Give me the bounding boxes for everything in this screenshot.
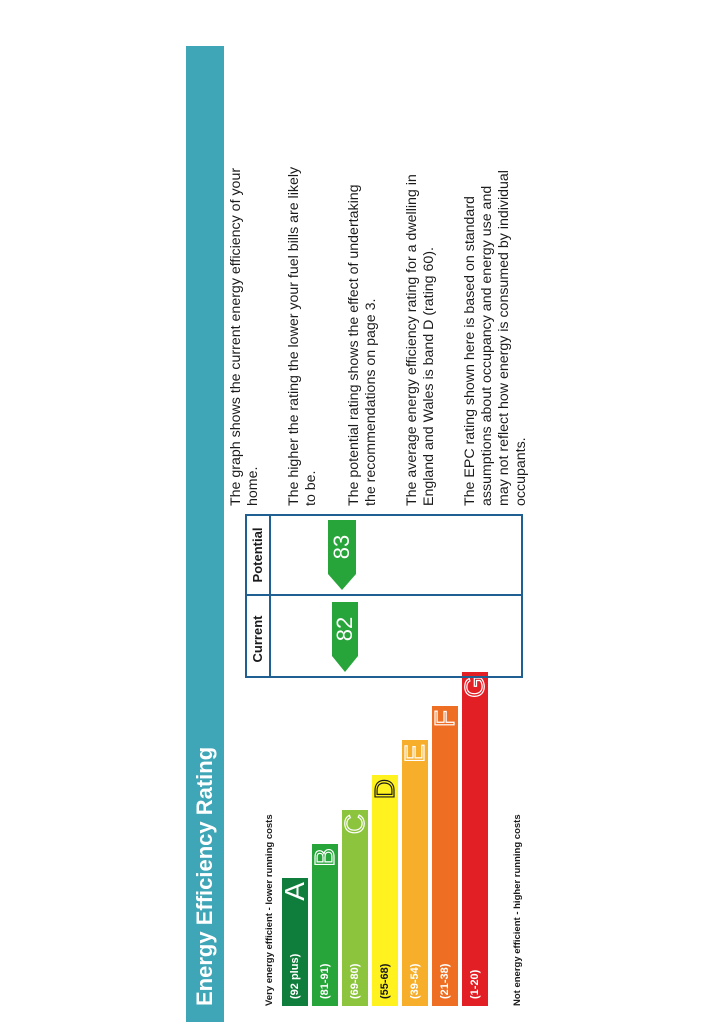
band-b-range: (81-91) [319,963,331,999]
para-5 [462,46,530,506]
current-rating-value: 82 [332,616,357,642]
table-header-divider [269,516,271,676]
band-g [459,672,490,1006]
para-4-line-1: The average energy efficiency rating for a dwelling in [404,174,420,506]
rating-table-screen [245,514,523,678]
explanation-text [228,46,724,506]
para-1-line-2: home. [245,466,261,506]
potential-header: Potential [250,527,265,583]
page-title: Energy Efficiency Rating [186,46,224,1022]
para-5-line-2: assumptions about occupancy and energy use and [479,185,495,506]
band-a-range: (92 plus) [289,953,301,999]
band-a [279,878,310,1006]
para-3-line-1: The potential rating shows the effect of undertaking [346,184,362,506]
band-c-range: (69-80) [349,963,361,999]
band-g-range: (1-20) [469,969,481,999]
para-2-line-2: to be. [303,470,319,506]
para-1-line-1: The graph shows the current energy efficiency of your [228,167,244,506]
band-f-letter: F [429,710,460,728]
band-a-letter: A [279,882,310,901]
para-1 [228,46,262,506]
potential-rating-arrow [328,520,356,590]
band-d-range: (55-68) [379,963,391,999]
para-5-line-3: may not reflect how energy is consumed by individual [496,170,512,506]
band-f [429,706,460,1006]
para-5-line-4: occupants. [513,437,529,506]
band-c [339,810,370,1006]
para-4-line-2: England and Wales is band D (rating 60). [421,247,437,506]
para-3 [346,46,380,506]
band-b-letter: B [309,848,340,867]
band-e [399,740,430,1006]
para-2-line-1: The higher the rating the lower your fuel bills are likely [286,166,302,506]
band-b [309,844,340,1006]
para-2 [286,46,320,506]
band-e-letter: E [399,744,430,763]
band-g-letter: G [459,676,490,698]
current-header: Current [250,615,265,663]
para-4 [404,46,438,506]
band-e-range: (39-54) [409,963,421,999]
band-f-range: (21-38) [439,963,451,999]
band-c-letter: C [339,814,370,835]
potential-rating-value: 83 [329,534,354,560]
table-column-divider [247,594,521,596]
efficient-label: Very energy efficient - lower running costs [264,814,275,1006]
inefficient-label: Not energy efficient - higher running costs [512,814,523,1006]
para-5-line-1: The EPC rating shown here is based on standard [462,196,478,506]
para-3-line-2: the recommendations on page 3. [363,298,379,506]
current-rating-arrow [332,602,358,672]
band-d-letter: D [369,779,400,800]
band-d [369,775,400,1006]
